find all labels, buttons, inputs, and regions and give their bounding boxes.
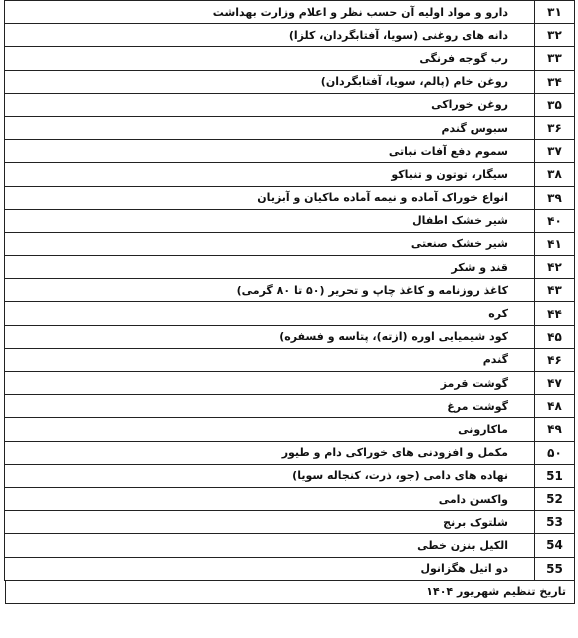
row-item: کود شیمیایی اوره (ازته)، پتاسه و فسفره) [5,325,535,348]
table-row [5,186,575,209]
row-number: 52 [535,487,575,510]
row-item: دانه های روغنی (سویا، آفتابگردان، کلزا) [5,24,535,47]
row-number: ۳۲ [535,24,575,47]
row-number: ۳۸ [535,163,575,186]
row-number: 53 [535,511,575,534]
table-row [5,325,575,348]
row-item: دارو و مواد اولیه آن حسب نظر و اعلام وزارت بهداشت [5,1,535,24]
row-number: ۳۹ [535,186,575,209]
table-row [5,395,575,418]
row-number: ۴۹ [535,418,575,441]
row-number: ۴۲ [535,256,575,279]
row-number: ۵۰ [535,441,575,464]
table-row [5,140,575,163]
row-number: ۳۶ [535,116,575,139]
table-row [5,93,575,116]
row-item: دو اتیل هگزانول [5,557,535,580]
row-item: قند و شکر [5,256,535,279]
row-item: روغن خام (پالم، سویا، آفتابگردان) [5,70,535,93]
table-row [5,418,575,441]
row-number: ۴۷ [535,372,575,395]
row-number: ۴۱ [535,232,575,255]
table-row [5,163,575,186]
row-item: گوشت قرمز [5,372,535,395]
row-item: شیر خشک اطفال [5,209,535,232]
table-row [5,24,575,47]
row-item: رب گوجه فرنگی [5,47,535,70]
table-row [5,232,575,255]
table-row [5,511,575,534]
row-item: واکسن دامی [5,487,535,510]
table-row [5,557,575,580]
table-row [5,372,575,395]
document-sheet [5,0,575,604]
row-number: 55 [535,557,575,580]
row-number: 54 [535,534,575,557]
table-row [5,487,575,510]
row-item: انواع خوراک آماده و نیمه آماده ماکیان و آبزیان [5,186,535,209]
row-number: ۴۳ [535,279,575,302]
row-item: شلتوک برنج [5,511,535,534]
table-row [5,209,575,232]
table-row [5,47,575,70]
table-row [5,464,575,487]
table-row [5,116,575,139]
row-item: مکمل و افزودنی های خوراکی دام و طیور [5,441,535,464]
row-item: کاغذ روزنامه و کاغذ چاپ و تحریر (۵۰ تا ۸۰ گرمی) [5,279,535,302]
items-table-body [5,1,575,581]
table-row [5,534,575,557]
row-item: گوشت مرغ [5,395,535,418]
row-number: ۴۸ [535,395,575,418]
row-item: گندم [5,348,535,371]
items-table [4,0,575,581]
row-item: روغن خوراکی [5,93,535,116]
table-row [5,279,575,302]
row-number: ۴۵ [535,325,575,348]
issue-date-footer: تاریخ تنظیم شهریور ۱۴۰۴ [5,581,575,604]
row-item: ماکارونی [5,418,535,441]
row-number: ۴۶ [535,348,575,371]
row-number: ۳۴ [535,70,575,93]
row-item: سموم دفع آفات نباتی [5,140,535,163]
table-row [5,348,575,371]
table-row [5,1,575,24]
row-number: ۳۷ [535,140,575,163]
row-number: ۳۱ [535,1,575,24]
row-number: ۳۳ [535,47,575,70]
row-item: کره [5,302,535,325]
table-row [5,302,575,325]
row-item: شیر خشک صنعتی [5,232,535,255]
table-row [5,441,575,464]
row-item: سیگار، توتون و تنباکو [5,163,535,186]
row-number: ۴۴ [535,302,575,325]
row-number: ۳۵ [535,93,575,116]
row-number: 51 [535,464,575,487]
row-number: ۴۰ [535,209,575,232]
table-row [5,256,575,279]
table-row [5,70,575,93]
row-item: نهاده های دامی (جو، ذرت، کنجاله سویا) [5,464,535,487]
row-item: الکیل بنزن خطی [5,534,535,557]
row-item: سبوس گندم [5,116,535,139]
